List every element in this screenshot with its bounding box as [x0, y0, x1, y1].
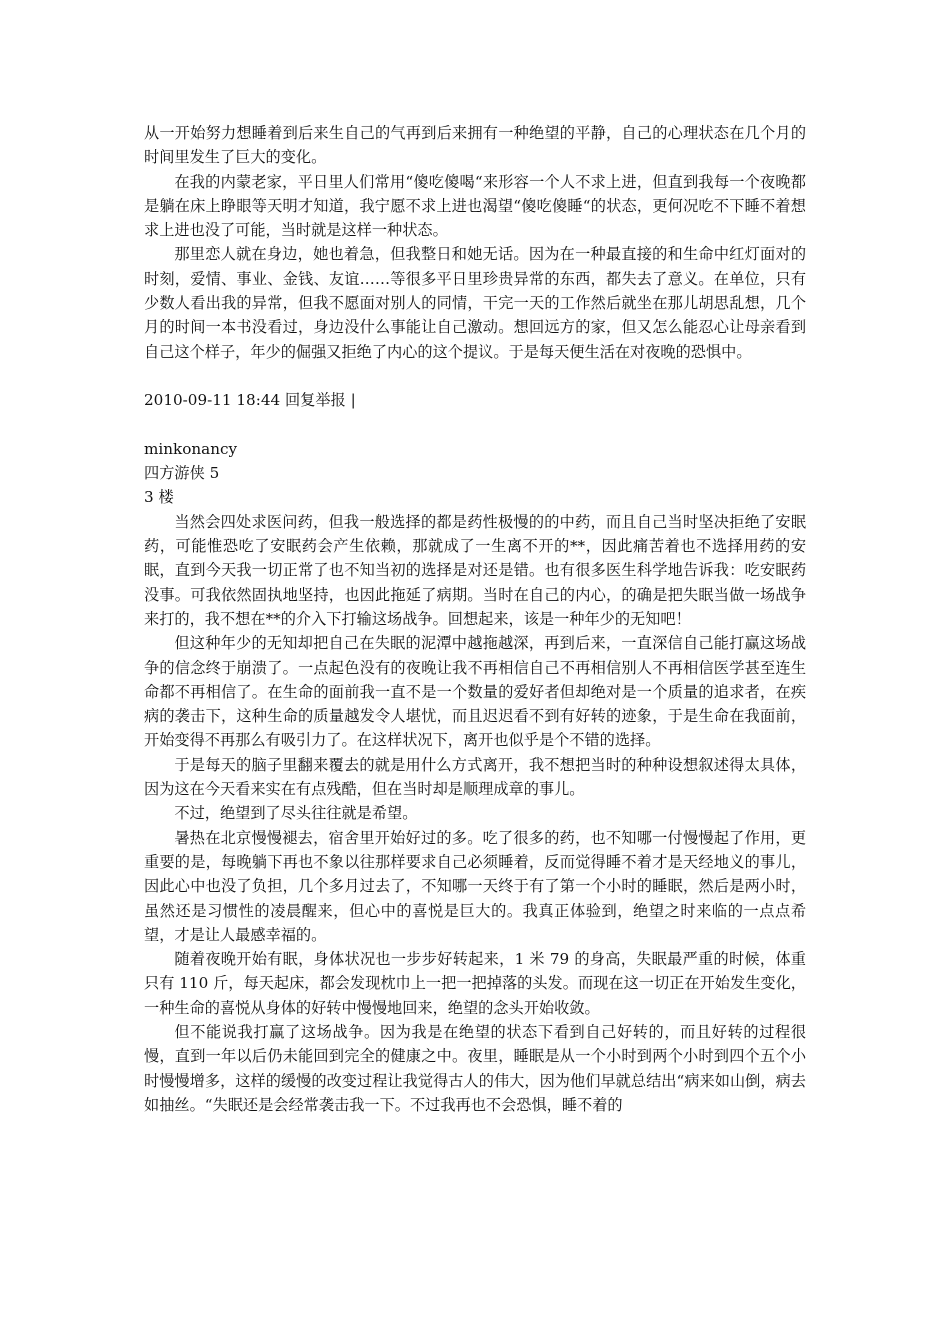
username: minkonancy — [144, 439, 238, 458]
paragraph: 从一开始努力想睡着到后来生自己的气再到后来拥有一种绝望的平静，自己的心理状态在几个月的时间里发生了巨大的变化。 — [144, 124, 806, 167]
paragraph: 于是每天的脑子里翻来覆去的就是用什么方式离开，我不想把当时的种种设想叙述得太具体，因为这在今天看来实在有点残酷，但在当时却是顺理成章的事儿。 — [144, 755, 806, 799]
paragraph: 但这种年少的无知却把自己在失眠的泥潭中越拖越深，再到后来，一直深信自己能打赢这场战争的信念终于崩溃了。一点起色没有的夜晚让我不再相信自己不再相信别人不再相信医学甚至连生命都不再相信了。在生命的面前我一直不是一个数量的爱好者但却绝对是一个质量的追求者，在疾病的袭击下，这种生命的质量越发令人堪忧，而且迟迟看不到有好转的迹象，于是生命在我面前，开始变得不再那么有吸引力了。在这样状况下，离开也似乎是个不错的选择。 — [144, 634, 806, 750]
spacer — [144, 413, 806, 437]
floor-number: 3 楼 — [144, 488, 174, 507]
paragraph: 当然会四处求医问药，但我一般选择的都是药性极慢的的中药，而且自己当时坚决拒绝了安眠药，可能惟恐吃了安眠药会产生依赖，那就成了一生离不开的**，因此痛苦着也不选择用药的安眠，直到今天我一切正常了也不知当初的选择是对还是错。也有很多医生科学地告诉我：吃安眠药没事。可我依然固执地坚持，也因此拖延了病期。当时在自己的内心，的确是把失眠当做一场战争来打的，我不想在**的介入下打输这场战争。回想起来，该是一种年少的无知吧！ — [144, 512, 806, 628]
paragraph: 在我的内蒙老家，平日里人们常用“傻吃傻喝“来形容一个人不求上进，但直到我每一个夜晚都是躺在床上睁眼等天明才知道，我宁愿不求上进也渴望“傻吃傻睡“的状态，更何况吃不下睡不着想求上进也没了可能，当时就是这样一种状态。 — [144, 172, 806, 240]
paragraph: 不过，绝望到了尽头往往就是希望。 — [174, 804, 418, 823]
paragraph: 但不能说我打赢了这场战争。因为我是在绝望的状态下看到自己好转的，而且好转的过程很慢，直到一年以后仍未能回到完全的健康之中。夜里，睡眠是从一个小时到两个小时到四个五个小时慢慢增多，这样的缓慢的改变过程让我觉得古人的伟大，因为他们早就总结出“病来如山倒，病去如抽丝。“失眠还是会经常袭击我一下。不过我再也不会恐惧，睡不着的 — [144, 1022, 806, 1114]
post-footer: 2010-09-11 18:44 回复举报 | — [144, 391, 356, 410]
paragraph: 暑热在北京慢慢褪去，宿舍里开始好过的多。吃了很多的药，也不知哪一付慢慢起了作用，更重要的是，每晚躺下再也不象以往那样要求自己必须睡着，反而觉得睡不着才是天经地义的事儿，因此心中也没了负担，几个多月过去了，不知哪一天终于有了第一个小时的睡眠，然后是两小时，虽然还是习惯性的凌晨醒来，但心中的喜悦是巨大的。我真正体验到，绝望之时来临的一点点希望，才是让人最感幸福的。 — [144, 828, 806, 944]
paragraph: 随着夜晚开始有眠，身体状况也一步步好转起来，1 米 79 的身高，失眠最严重的时候，体重只有 110 斤，每天起床，都会发现枕巾上一把一把掉落的头发。而现在这一切正在开始发生变化，一种生命的喜悦从身体的好转中慢慢地回来，绝望的念头开始收敛。 — [144, 950, 806, 1017]
paragraph: 那里恋人就在身边，她也着急，但我整日和她无话。因为在一种最直接的和生命中红灯面对的时刻，爱情、事业、金钱、友谊……等很多平日里珍贵异常的东西，都失去了意义。在单位，只有少数人看出我的异常，但我不愿面对别人的同情，干完一天的工作然后就坐在那儿胡思乱想，几个月的时间一本书没看过，身边没什么事能让自己激动。想回远方的家，但又怎么能忍心让母亲看到自己这个样子，年少的倔强又拒绝了内心的这个提议。于是每天便生活在对夜晚的恐惧中。 — [144, 245, 806, 361]
document-page — [144, 121, 806, 1117]
spacer — [144, 364, 806, 388]
user-rank: 四方游侠 5 — [144, 464, 220, 483]
